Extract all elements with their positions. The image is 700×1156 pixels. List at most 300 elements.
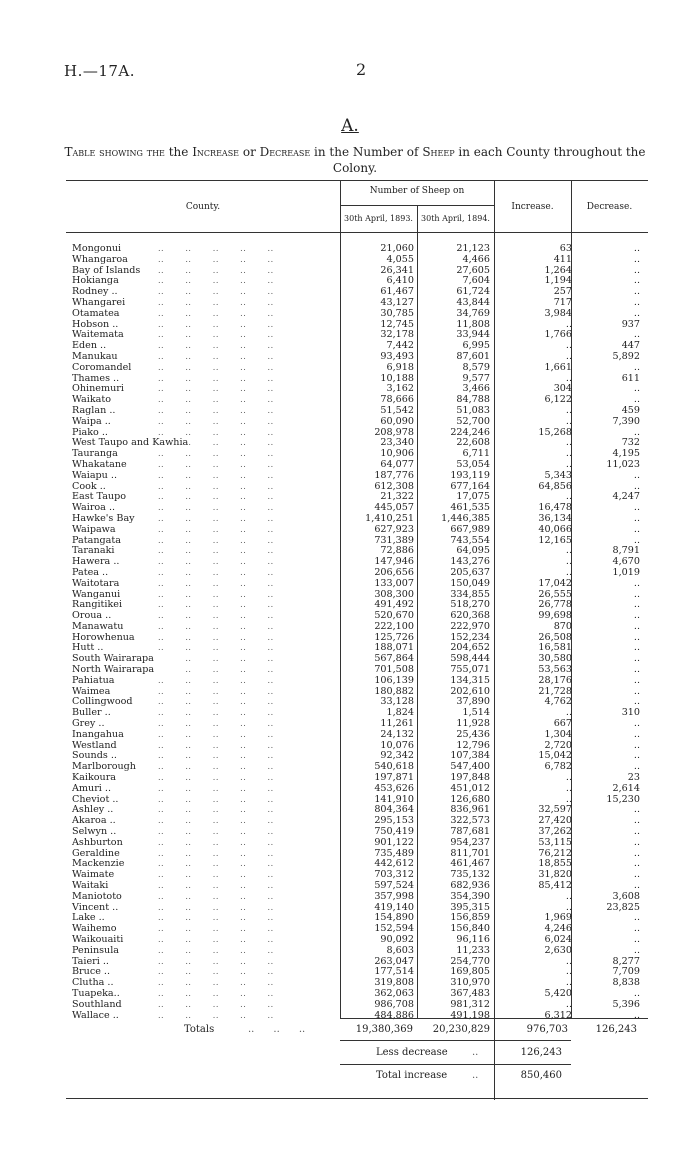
sheep-1894: 598,444: [450, 653, 490, 665]
leader-dots: .. .. .. .. ..: [158, 578, 274, 588]
increase-value: 16,478: [538, 502, 572, 514]
sheep-1893: 7,442: [386, 340, 414, 352]
sheep-1894: 87,601: [456, 350, 490, 362]
table-row: [72, 471, 652, 482]
sheep-1894: 787,681: [450, 826, 490, 838]
sheep-1893: 701,508: [374, 664, 414, 676]
decrease-value: ..: [633, 577, 640, 589]
increase-value: ..: [565, 793, 572, 805]
increase-value: 26,508: [538, 631, 572, 643]
increase-value: 717: [553, 296, 572, 308]
decrease-value: 2,614: [612, 782, 640, 794]
increase-value: 1,766: [544, 329, 572, 341]
county-name: Vincent ..: [72, 901, 119, 913]
table-row: [72, 557, 652, 568]
county-name: Amuri ..: [72, 782, 112, 794]
decrease-value: 732: [621, 437, 640, 449]
increase-value: ..: [565, 404, 572, 416]
sheep-1893: 11,261: [380, 718, 414, 730]
leader-dots: .. .. .. .. ..: [158, 988, 274, 998]
leader-dots: .. .. .. .. ..: [158, 740, 274, 750]
increase-value: 63: [559, 243, 572, 254]
increase-value: 870: [553, 620, 572, 632]
leader-dots: .. .. .. .. ..: [158, 881, 274, 891]
increase-value: 4,246: [544, 923, 572, 935]
decrease-value: ..: [633, 599, 640, 611]
decrease-value: ..: [633, 588, 640, 600]
decrease-value: ..: [633, 923, 640, 935]
decrease-value: ..: [633, 804, 640, 816]
county-name: Waihemo: [72, 923, 117, 935]
decrease-value: 23,825: [606, 901, 640, 913]
header-number-of-sheep: Number of Sheep on: [369, 186, 465, 196]
table-row: [72, 762, 652, 773]
increase-value: 31,820: [538, 869, 572, 881]
decrease-value: ..: [633, 685, 640, 697]
sheep-1893: 26,341: [380, 264, 414, 276]
county-name: Thames ..: [72, 372, 120, 384]
increase-value: 3,984: [544, 307, 572, 319]
increase-value: 1,194: [544, 275, 572, 287]
leader-dots: .. .. .. .. ..: [158, 902, 274, 912]
decrease-value: ..: [633, 253, 640, 265]
decrease-value: ..: [633, 696, 640, 708]
decrease-value: ..: [633, 286, 640, 298]
leader-dots: .. .. .. .. ..: [158, 870, 274, 880]
county-name: Taieri ..: [72, 955, 109, 967]
county-name: Maniototo: [72, 890, 122, 902]
decrease-value: ..: [633, 858, 640, 870]
increase-value: 6,782: [544, 761, 572, 773]
increase-value: ..: [565, 966, 572, 978]
sheep-1893: 106,139: [374, 674, 414, 686]
header-date-1894: 30th April, 1894.: [421, 214, 490, 223]
leader-dots: .. .. .. .. ..: [158, 297, 274, 307]
increase-value: 76,212: [538, 847, 572, 859]
sheep-1894: 11,928: [456, 718, 490, 730]
decrease-value: ..: [633, 642, 640, 654]
increase-value: 1,304: [544, 728, 572, 740]
increase-value: 53,563: [538, 664, 572, 676]
sheep-1893: 92,342: [380, 750, 414, 762]
sheep-1894: 51,083: [456, 404, 490, 416]
total-decrease-col: 126,243: [595, 1024, 637, 1035]
leader-dots: .. .. .. .. ..: [158, 978, 274, 988]
sheep-1894: 667,989: [450, 523, 490, 535]
decrease-value: 5,892: [612, 350, 640, 362]
decrease-value: 4,670: [612, 556, 640, 568]
county-name: South Wairarapa: [72, 653, 154, 665]
decrease-value: 447: [621, 340, 640, 352]
county-name: Sounds ..: [72, 750, 117, 762]
sheep-1894: 981,312: [450, 998, 490, 1010]
sheep-1893: 152,594: [374, 923, 414, 935]
sheep-1893: 90,092: [380, 934, 414, 945]
sheep-1894: 461,467: [450, 858, 490, 870]
sheep-1893: 484,886: [374, 1009, 414, 1021]
header-decrease: Decrease.: [586, 202, 633, 212]
decrease-value: ..: [633, 631, 640, 643]
sheep-1893: 10,188: [380, 372, 414, 384]
increase-value: 5,420: [544, 987, 572, 999]
county-name: Marlborough: [72, 761, 136, 773]
sheep-1894: 193,119: [450, 469, 490, 481]
leader-dots: .. .. .. .. ..: [158, 254, 274, 264]
sheep-1894: 11,808: [456, 318, 490, 330]
table-row: [72, 1011, 652, 1022]
leader-dots: .. .. .. .. ..: [158, 827, 274, 837]
sheep-1893: 731,389: [374, 534, 414, 546]
increase-value: ..: [565, 566, 572, 578]
table-title: Table showing the the Increase or Decrease in the Number of Sheep in each County throughout the Colony.: [64, 145, 646, 175]
less-decrease-top-rule: [340, 1040, 571, 1041]
sheep-1893: 419,140: [374, 901, 414, 913]
leader-dots: .. .. .. .. ..: [158, 503, 274, 513]
table-row: [72, 989, 652, 1000]
table-row: [72, 330, 652, 341]
sheep-1893: 8,603: [386, 944, 414, 956]
sheep-1894: 37,890: [456, 696, 490, 708]
sheep-1894: 156,859: [450, 912, 490, 924]
county-name: Waitemata: [72, 329, 124, 341]
increase-value: 26,778: [538, 599, 572, 611]
sheep-1894: 84,788: [456, 394, 490, 406]
sheep-1894: 205,637: [450, 566, 490, 578]
county-name: Manawatu: [72, 620, 124, 632]
county-name: Waitaki: [72, 880, 109, 892]
increase-value: ..: [565, 977, 572, 989]
county-name: Waimea: [72, 685, 111, 697]
sheep-1893: 520,670: [374, 610, 414, 622]
sheep-1893: 61,467: [380, 286, 414, 298]
increase-value: 21,728: [538, 685, 572, 697]
county-name: Eden ..: [72, 340, 107, 352]
table-row: [72, 525, 652, 536]
county-name: Peninsula: [72, 944, 120, 956]
county-name: Whakatane: [72, 458, 127, 470]
sheep-1894: 322,573: [450, 815, 490, 827]
sheep-1894: 143,276: [450, 556, 490, 568]
sheep-1893: 60,090: [380, 415, 414, 427]
county-name: Cook ..: [72, 480, 106, 492]
leader-dots: .. .. .. .. ..: [158, 470, 274, 480]
sheep-1893: 491,492: [374, 599, 414, 611]
decrease-value: 3,608: [612, 890, 640, 902]
leader-dots: .. .. .. .. ..: [158, 913, 274, 923]
increase-value: 64,856: [538, 480, 572, 492]
table-row: [72, 255, 652, 266]
increase-value: ..: [565, 782, 572, 794]
decrease-value: ..: [633, 243, 640, 254]
county-name: Rangitikei: [72, 599, 123, 611]
county-name: Waitotara: [72, 577, 120, 589]
sheep-1893: 703,312: [374, 869, 414, 881]
decrease-value: ..: [633, 469, 640, 481]
sheep-1894: 6,711: [462, 448, 490, 460]
increase-value: 6,122: [544, 394, 572, 406]
increase-value: 15,268: [538, 426, 572, 438]
sheep-1894: 25,436: [456, 728, 490, 740]
sheep-1893: 51,542: [380, 404, 414, 416]
leader-dots: .. .. .. .. ..: [158, 643, 274, 653]
table-row: [72, 838, 652, 849]
sheep-1894: 682,936: [450, 880, 490, 892]
county-name: Bay of Islands: [72, 264, 141, 276]
title-prefix: Table showing the: [64, 145, 165, 159]
increase-value: 304: [553, 383, 572, 395]
county-name: Waiapu ..: [72, 469, 118, 481]
leader-dots: .. .. .. .. ..: [158, 287, 274, 297]
sheep-1894: 743,554: [450, 534, 490, 546]
sheep-1893: 64,077: [380, 458, 414, 470]
sheep-1894: 547,400: [450, 761, 490, 773]
county-name: Wallace ..: [72, 1009, 119, 1021]
total-increase-value: 850,460: [520, 1070, 562, 1081]
less-decrease-label: Less decrease: [376, 1047, 448, 1058]
decrease-value: 4,247: [612, 491, 640, 503]
sheep-1894: 735,132: [450, 869, 490, 881]
decrease-value: ..: [633, 502, 640, 514]
increase-value: ..: [565, 372, 572, 384]
county-name: Grey ..: [72, 718, 105, 730]
county-name: Whangarei: [72, 296, 126, 308]
leader-dots: .. .. .. .. ..: [158, 773, 274, 783]
sheep-1894: 169,805: [450, 966, 490, 978]
table-row: [72, 881, 652, 892]
county-name: Buller ..: [72, 707, 111, 719]
decrease-value: ..: [633, 307, 640, 319]
sheep-1894: 53,054: [456, 458, 490, 470]
sheep-1893: 308,300: [374, 588, 414, 600]
leader-dots: .. .. .. .. ..: [158, 729, 274, 739]
totals-top-rule: [340, 1018, 648, 1019]
county-name: Ashburton: [72, 836, 123, 848]
leader-dots: .. .. .. .. ..: [158, 794, 274, 804]
sheep-1893: 442,612: [374, 858, 414, 870]
county-name: Wairoa ..: [72, 502, 116, 514]
sheep-1894: 954,237: [450, 836, 490, 848]
totals-dots: .. .. ..: [248, 1024, 306, 1035]
table-row: [72, 946, 652, 957]
title-or: or: [242, 145, 256, 159]
county-name: Taranaki: [72, 545, 115, 557]
sheep-1893: 206,656: [374, 566, 414, 578]
county-name: Raglan ..: [72, 404, 116, 416]
leader-dots: .. .. .. .. ..: [158, 416, 274, 426]
sheep-1893: 804,364: [374, 804, 414, 816]
county-name: Patea ..: [72, 566, 109, 578]
increase-value: ..: [565, 415, 572, 427]
sheep-1894: 197,848: [450, 772, 490, 784]
leader-dots: .. .. .. .. ..: [158, 459, 274, 469]
county-name: Waikato: [72, 394, 111, 406]
decrease-value: ..: [633, 383, 640, 395]
county-name: Ohinemuri: [72, 383, 124, 395]
sheep-1894: 17,075: [456, 491, 490, 503]
sheep-1894: 811,701: [450, 847, 490, 859]
leader-dots: .. .. .. .. ..: [158, 395, 274, 405]
increase-value: 36,134: [538, 512, 572, 524]
increase-value: 6,024: [544, 934, 572, 945]
totals-label: Totals: [184, 1024, 215, 1035]
decrease-value: ..: [633, 534, 640, 546]
decrease-value: ..: [633, 1009, 640, 1021]
leader-dots: .. .. .. .. ..: [158, 492, 274, 502]
leader-dots: .. .. .. .. ..: [158, 783, 274, 793]
header-increase: Increase.: [511, 202, 554, 212]
decrease-value: 7,390: [612, 415, 640, 427]
leader-dots: .. .. .. .. ..: [158, 513, 274, 523]
county-name: Tauranga: [72, 448, 118, 460]
sheep-1893: 627,923: [374, 523, 414, 535]
leader-dots: .. .. .. .. ..: [158, 384, 274, 394]
decrease-value: ..: [633, 674, 640, 686]
sheep-1894: 6,995: [462, 340, 490, 352]
decrease-value: ..: [633, 523, 640, 535]
sheep-1893: 735,489: [374, 847, 414, 859]
table-row: [72, 697, 652, 708]
county-name: Pahiatua: [72, 674, 115, 686]
sheep-1893: 72,886: [380, 545, 414, 557]
decrease-value: 611: [621, 372, 640, 384]
leader-dots: .. .. .. .. ..: [158, 600, 274, 610]
sheep-1894: 22,608: [456, 437, 490, 449]
leader-dots: .. .. .. .. ..: [158, 675, 274, 685]
sheep-1894: 204,652: [450, 642, 490, 654]
table-row: [72, 1000, 652, 1011]
leader-dots: .. .. .. .. ..: [158, 524, 274, 534]
sheep-1893: 133,007: [374, 577, 414, 589]
leader-dots: .. .. .. .. ..: [158, 762, 274, 772]
decrease-value: 4,195: [612, 448, 640, 460]
sheep-1894: 52,700: [456, 415, 490, 427]
decrease-value: ..: [633, 869, 640, 881]
table-row: [72, 536, 652, 547]
increase-value: 53,115: [538, 836, 572, 848]
header-county: County.: [185, 202, 221, 212]
increase-value: ..: [565, 772, 572, 784]
sheep-1894: 4,466: [462, 253, 490, 265]
sheep-1893: 187,776: [374, 469, 414, 481]
sheep-1893: 362,063: [374, 987, 414, 999]
sheep-1893: 445,057: [374, 502, 414, 514]
county-name: Clutha ..: [72, 977, 114, 989]
header-date-1893: 30th April, 1893.: [344, 214, 413, 223]
decrease-value: ..: [633, 653, 640, 665]
table-row: [72, 363, 652, 374]
leader-dots: .. .. .. .. ..: [158, 1010, 274, 1020]
sheep-1893: 23,340: [380, 437, 414, 449]
decrease-value: ..: [633, 880, 640, 892]
county-name: Coromandel: [72, 361, 132, 373]
decrease-value: 8,791: [612, 545, 640, 557]
table-row: [72, 406, 652, 417]
decrease-value: ..: [633, 426, 640, 438]
sheep-1894: 395,315: [450, 901, 490, 913]
decrease-value: 15,230: [606, 793, 640, 805]
sheep-1894: 1,446,385: [441, 512, 490, 524]
sheep-1893: 6,410: [386, 275, 414, 287]
sheep-1893: 6,918: [386, 361, 414, 373]
decrease-value: 23: [627, 772, 640, 784]
increase-value: ..: [565, 998, 572, 1010]
decrease-value: ..: [633, 275, 640, 287]
less-decrease-dots: ..: [472, 1047, 479, 1058]
increase-value: 32,597: [538, 804, 572, 816]
increase-value: 17,042: [538, 577, 572, 589]
increase-value: 1,969: [544, 912, 572, 924]
decrease-value: ..: [633, 728, 640, 740]
sheep-1894: 224,246: [450, 426, 490, 438]
county-name: Westland: [72, 739, 117, 751]
increase-value: ..: [565, 437, 572, 449]
increase-value: 30,580: [538, 653, 572, 665]
table-row: [72, 438, 652, 449]
increase-value: 5,343: [544, 469, 572, 481]
county-name: Waikouaiti: [72, 934, 124, 945]
leader-dots: .. .. .. .. ..: [158, 308, 274, 318]
leader-dots: .. .. .. .. ..: [158, 956, 274, 966]
county-name: Selwyn ..: [72, 826, 117, 838]
leader-dots: .. .. .. .. ..: [158, 362, 274, 372]
county-name: Bruce ..: [72, 966, 111, 978]
sheep-1893: 3,162: [386, 383, 414, 395]
sheep-1894: 518,270: [450, 599, 490, 611]
sheep-1893: 1,410,251: [365, 512, 414, 524]
sheep-1894: 156,840: [450, 923, 490, 935]
increase-value: ..: [565, 955, 572, 967]
total-increase-col: 976,703: [526, 1024, 568, 1035]
decrease-value: 1,019: [612, 566, 640, 578]
leader-dots: .. .. .. .. ..: [158, 557, 274, 567]
county-name: Lake ..: [72, 912, 105, 924]
county-name: Piako ..: [72, 426, 108, 438]
increase-value: 411: [553, 253, 572, 265]
sheep-1893: 10,076: [380, 739, 414, 751]
county-name: West Taupo and Kawhia: [72, 437, 189, 449]
decrease-value: ..: [633, 944, 640, 956]
increase-value: ..: [565, 448, 572, 460]
leader-dots: .. .. .. .. ..: [158, 319, 274, 329]
increase-value: 40,066: [538, 523, 572, 535]
sheep-1893: 43,127: [380, 296, 414, 308]
leader-dots: .. .. .. .. ..: [158, 805, 274, 815]
county-name: Akaroa ..: [72, 815, 116, 827]
increase-value: 16,581: [538, 642, 572, 654]
increase-value: 6,312: [544, 1009, 572, 1021]
sheep-1894: 8,579: [462, 361, 490, 373]
leader-dots: .. .. .. .. ..: [158, 244, 274, 253]
sheep-1893: 540,618: [374, 761, 414, 773]
sheep-1893: 263,047: [374, 955, 414, 967]
leader-dots: .. .. .. .. ..: [158, 611, 274, 621]
table-row: [72, 546, 652, 557]
sheep-1893: 10,906: [380, 448, 414, 460]
total-increase-top-rule: [340, 1064, 571, 1065]
county-name: Otamatea: [72, 307, 120, 319]
decrease-value: ..: [633, 934, 640, 945]
leader-dots: .. .. .. ..: [158, 654, 274, 664]
decrease-value: ..: [633, 361, 640, 373]
title-mid: in the Number of: [314, 145, 419, 159]
increase-value: 257: [553, 286, 572, 298]
leader-dots: .. .. .. .. ..: [158, 719, 274, 729]
decrease-value: ..: [633, 987, 640, 999]
leader-dots: .. .. .. .. ..: [158, 351, 274, 361]
leader-dots: .. .. .. .. ..: [158, 330, 274, 340]
decrease-value: ..: [633, 610, 640, 622]
table-row: [72, 341, 652, 352]
